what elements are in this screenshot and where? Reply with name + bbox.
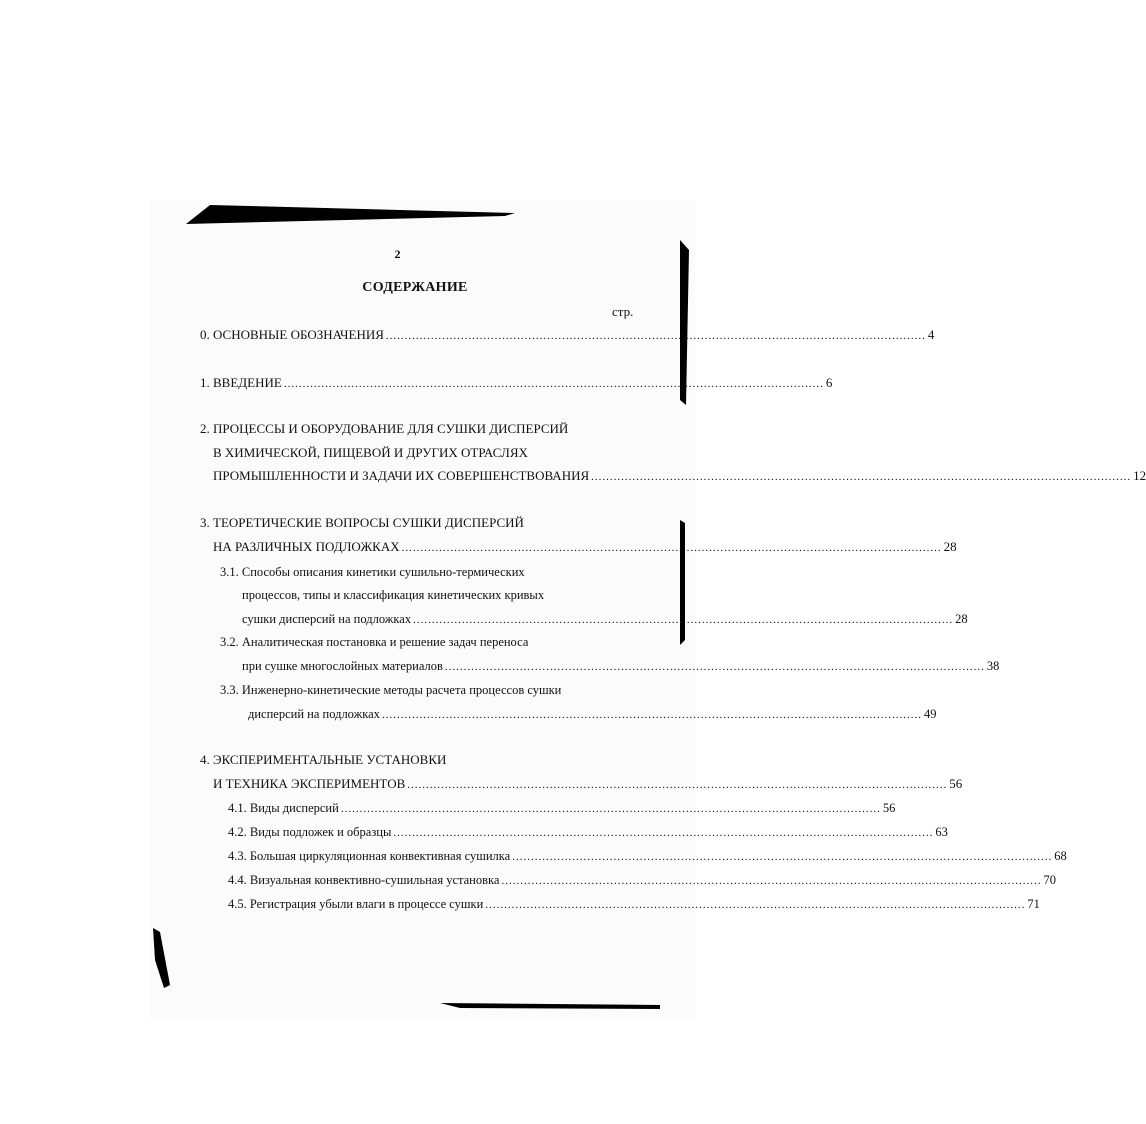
toc-entry-continuation bbox=[213, 468, 1146, 485]
toc-subentry bbox=[220, 564, 525, 580]
toc-entry-continuation bbox=[213, 445, 528, 461]
toc-entry-page: 63 bbox=[935, 825, 948, 839]
toc-leader: ................................................................................................................................................ bbox=[385, 330, 926, 342]
toc-subentry bbox=[228, 896, 1040, 913]
toc-entry-page: 28 bbox=[943, 539, 957, 554]
scan-shadow-left bbox=[153, 928, 170, 988]
toc-entry-page: 68 bbox=[1054, 849, 1067, 863]
toc-leader: ................................................................................................................................................ bbox=[512, 851, 1053, 863]
toc-entry-text: процессов, типы и классификация кинетических кривых bbox=[242, 588, 545, 602]
toc-entry-page: 70 bbox=[1043, 873, 1056, 887]
toc-entry bbox=[200, 421, 568, 437]
scan-shadow-top bbox=[186, 205, 515, 224]
toc-entry-text: 1. ВВЕДЕНИЕ bbox=[200, 375, 282, 390]
toc-entry-page: 6 bbox=[825, 375, 833, 390]
toc-entry-text: ПРОМЫШЛЕННОСТИ И ЗАДАЧИ ИХ СОВЕРШЕНСТВОВАНИЯ bbox=[213, 468, 590, 483]
toc-entry bbox=[200, 752, 446, 768]
toc-leader: ................................................................................................................................................ bbox=[381, 709, 922, 721]
toc-subentry bbox=[228, 872, 1056, 889]
toc-entry-text: 3.1. Способы описания кинетики сушильно-термических bbox=[220, 565, 525, 579]
toc-entry-text: 4.3. Большая циркуляционная конвективная сушилка bbox=[228, 849, 511, 863]
toc-entry bbox=[200, 515, 524, 531]
toc-subentry bbox=[220, 682, 561, 698]
toc-leader: ................................................................................................................................................ bbox=[591, 471, 1132, 483]
toc-leader: ................................................................................................................................................ bbox=[501, 875, 1042, 887]
toc-entry bbox=[200, 375, 833, 392]
toc-entry-continuation bbox=[213, 539, 957, 556]
toc-entry-text: дисперсий на подложках bbox=[248, 707, 380, 721]
toc-entry-text: В ХИМИЧЕСКОЙ, ПИЩЕВОЙ И ДРУГИХ ОТРАСЛЯХ bbox=[213, 445, 528, 460]
toc-entry-page: 28 bbox=[955, 612, 968, 626]
toc-subentry-continuation bbox=[248, 706, 937, 723]
toc-entry-page: 56 bbox=[882, 801, 896, 815]
toc-entry-text: И ТЕХНИКА ЭКСПЕРИМЕНТОВ bbox=[213, 776, 406, 791]
toc-leader: ................................................................................................................................................ bbox=[283, 378, 824, 390]
toc-entry-text: 3.3. Инженерно-кинетические методы расчета процессов сушки bbox=[220, 683, 562, 697]
toc-entry-text: 4.5. Регистрация убыли влаги в процессе сушки bbox=[228, 897, 484, 911]
toc-entry-text: 4.2. Виды подложек и образцы bbox=[228, 825, 392, 839]
toc-entry-text: 3.2. Аналитическая постановка и решение задач переноса bbox=[220, 635, 529, 649]
toc-subentry-continuation bbox=[242, 658, 1000, 675]
page-number: 2 bbox=[394, 247, 401, 261]
toc-leader: ................................................................................................................................................ bbox=[393, 827, 934, 839]
toc-entry-text: сушки дисперсий на подложках bbox=[242, 612, 412, 626]
toc-subentry bbox=[228, 800, 896, 817]
toc-entry-text: 3. ТЕОРЕТИЧЕСКИЕ ВОПРОСЫ СУШКИ ДИСПЕРСИЙ bbox=[200, 515, 524, 530]
toc-entry-text: НА РАЗЛИЧНЫХ ПОДЛОЖКАХ bbox=[213, 539, 400, 554]
toc-leader: ................................................................................................................................................ bbox=[444, 661, 985, 673]
toc-entry-page: 71 bbox=[1027, 897, 1040, 911]
toc-subentry bbox=[220, 634, 528, 650]
toc-subentry-continuation bbox=[242, 587, 544, 603]
page-column-label: стр. bbox=[612, 304, 634, 319]
toc-entry-page: 38 bbox=[986, 659, 1000, 673]
scan-shadow-bottom bbox=[440, 1003, 660, 1009]
toc-entry-continuation bbox=[213, 776, 963, 793]
toc-entry-page: 4 bbox=[927, 327, 935, 342]
toc-entry-text: 0. ОСНОВНЫЕ ОБОЗНАЧЕНИЯ bbox=[200, 327, 384, 342]
toc-subentry bbox=[228, 848, 1067, 865]
toc-subentry bbox=[228, 824, 948, 841]
toc-leader: ................................................................................................................................................ bbox=[485, 899, 1026, 911]
toc-entry-page: 12 bbox=[1133, 468, 1146, 483]
toc-entry-text: 2. ПРОЦЕССЫ И ОБОРУДОВАНИЕ ДЛЯ СУШКИ ДИСПЕРСИЙ bbox=[200, 421, 569, 436]
toc-leader: ................................................................................................................................................ bbox=[413, 614, 954, 626]
toc-entry-page: 49 bbox=[923, 707, 937, 721]
page-title: СОДЕРЖАНИЕ bbox=[362, 280, 468, 295]
toc-leader: ................................................................................................................................................ bbox=[340, 803, 881, 815]
toc-entry-text: 4.1. Виды дисперсий bbox=[228, 801, 339, 815]
toc-entry-page: 56 bbox=[949, 776, 963, 791]
toc-entry bbox=[200, 327, 935, 344]
toc-subentry-continuation bbox=[242, 611, 968, 628]
toc-leader: ................................................................................................................................................ bbox=[407, 779, 948, 791]
toc-entry-text: при сушке многослойных материалов bbox=[242, 659, 443, 673]
toc-leader: ................................................................................................................................................ bbox=[401, 542, 942, 554]
toc-entry-text: 4.4. Визуальная конвективно-сушильная установка bbox=[228, 873, 500, 887]
toc-entry-text: 4. ЭКСПЕРИМЕНТАЛЬНЫЕ УСТАНОВКИ bbox=[200, 752, 447, 767]
